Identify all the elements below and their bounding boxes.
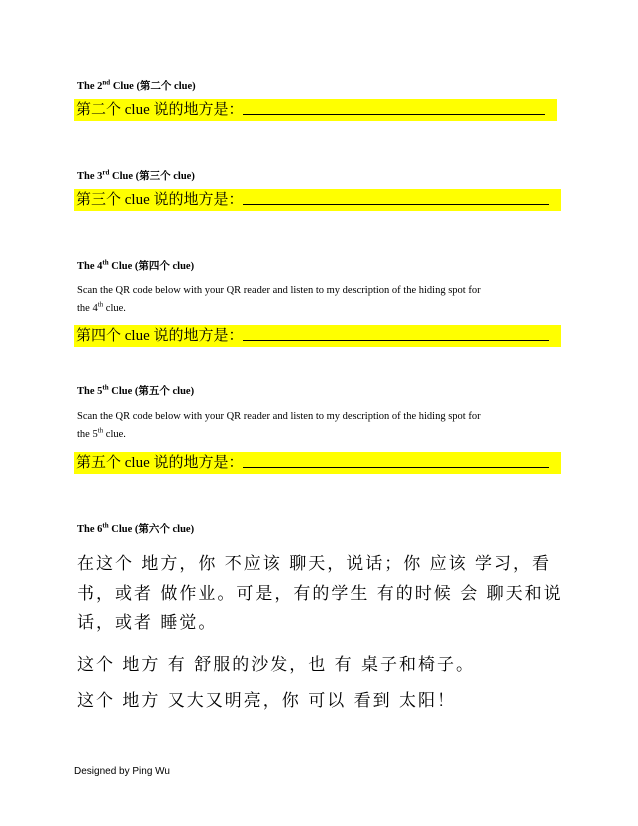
footer-credit: Designed by Ping Wu	[74, 766, 170, 777]
clue-5-answer-label: 第五个 clue 说的地方是：	[76, 455, 244, 471]
clue-3-answer-label: 第三个 clue 说的地方是：	[76, 192, 244, 208]
clue-4-instructions-line-1: Scan the QR code below with your QR reader and listen to my description of the hiding spot for	[77, 285, 481, 296]
clue-2-answer-blank[interactable]	[243, 100, 545, 115]
clue-3-answer-field[interactable]	[74, 189, 561, 211]
clue-3-heading: The 3rd Clue (第三个 clue)	[77, 168, 195, 182]
clue-4-answer-field[interactable]	[74, 325, 561, 347]
clue-5-instructions-line-1: Scan the QR code below with your QR reader and listen to my description of the hiding spot for	[77, 411, 481, 422]
clue-6-text-line-2: 书，或者 做作业。可是，有的学生 有的时候 会 聊天和说	[77, 584, 563, 604]
clue-4-answer-blank[interactable]	[243, 326, 549, 341]
clue-6-text-line-1: 在这个 地方，你 不应该 聊天，说话；你 应该 学习，看	[77, 554, 552, 574]
clue-2-heading: The 2nd Clue (第二个 clue)	[77, 78, 196, 92]
clue-4-instructions	[77, 282, 567, 318]
clue-5-heading: The 5th Clue (第五个 clue)	[77, 383, 195, 397]
clue-5-answer-field[interactable]	[74, 452, 561, 474]
clue-2-answer-field[interactable]	[74, 99, 557, 121]
clue-3-answer-blank[interactable]	[243, 190, 549, 205]
clue-5-answer-blank[interactable]	[243, 453, 549, 468]
clue-6-text-line-4: 这个 地方 有 舒服的沙发，也 有 桌子和椅子。	[77, 655, 476, 675]
clue-2-answer-label: 第二个 clue 说的地方是：	[76, 102, 244, 118]
clue-4-instructions-line-2: the 4th clue.	[77, 300, 126, 314]
clue-6-heading: The 6th Clue (第六个 clue)	[77, 521, 195, 535]
clue-4-answer-label: 第四个 clue 说的地方是：	[76, 328, 244, 344]
clue-5-instructions-line-2: the 5th clue.	[77, 426, 126, 440]
clue-6-text-line-3: 话，或者 睡觉。	[77, 613, 218, 633]
clue-4-heading: The 4th Clue (第四个 clue)	[77, 258, 195, 272]
clue-5-instructions	[77, 408, 567, 444]
clue-6-text-line-5: 这个 地方 又大又明亮，你 可以 看到 太阳！	[77, 691, 457, 711]
